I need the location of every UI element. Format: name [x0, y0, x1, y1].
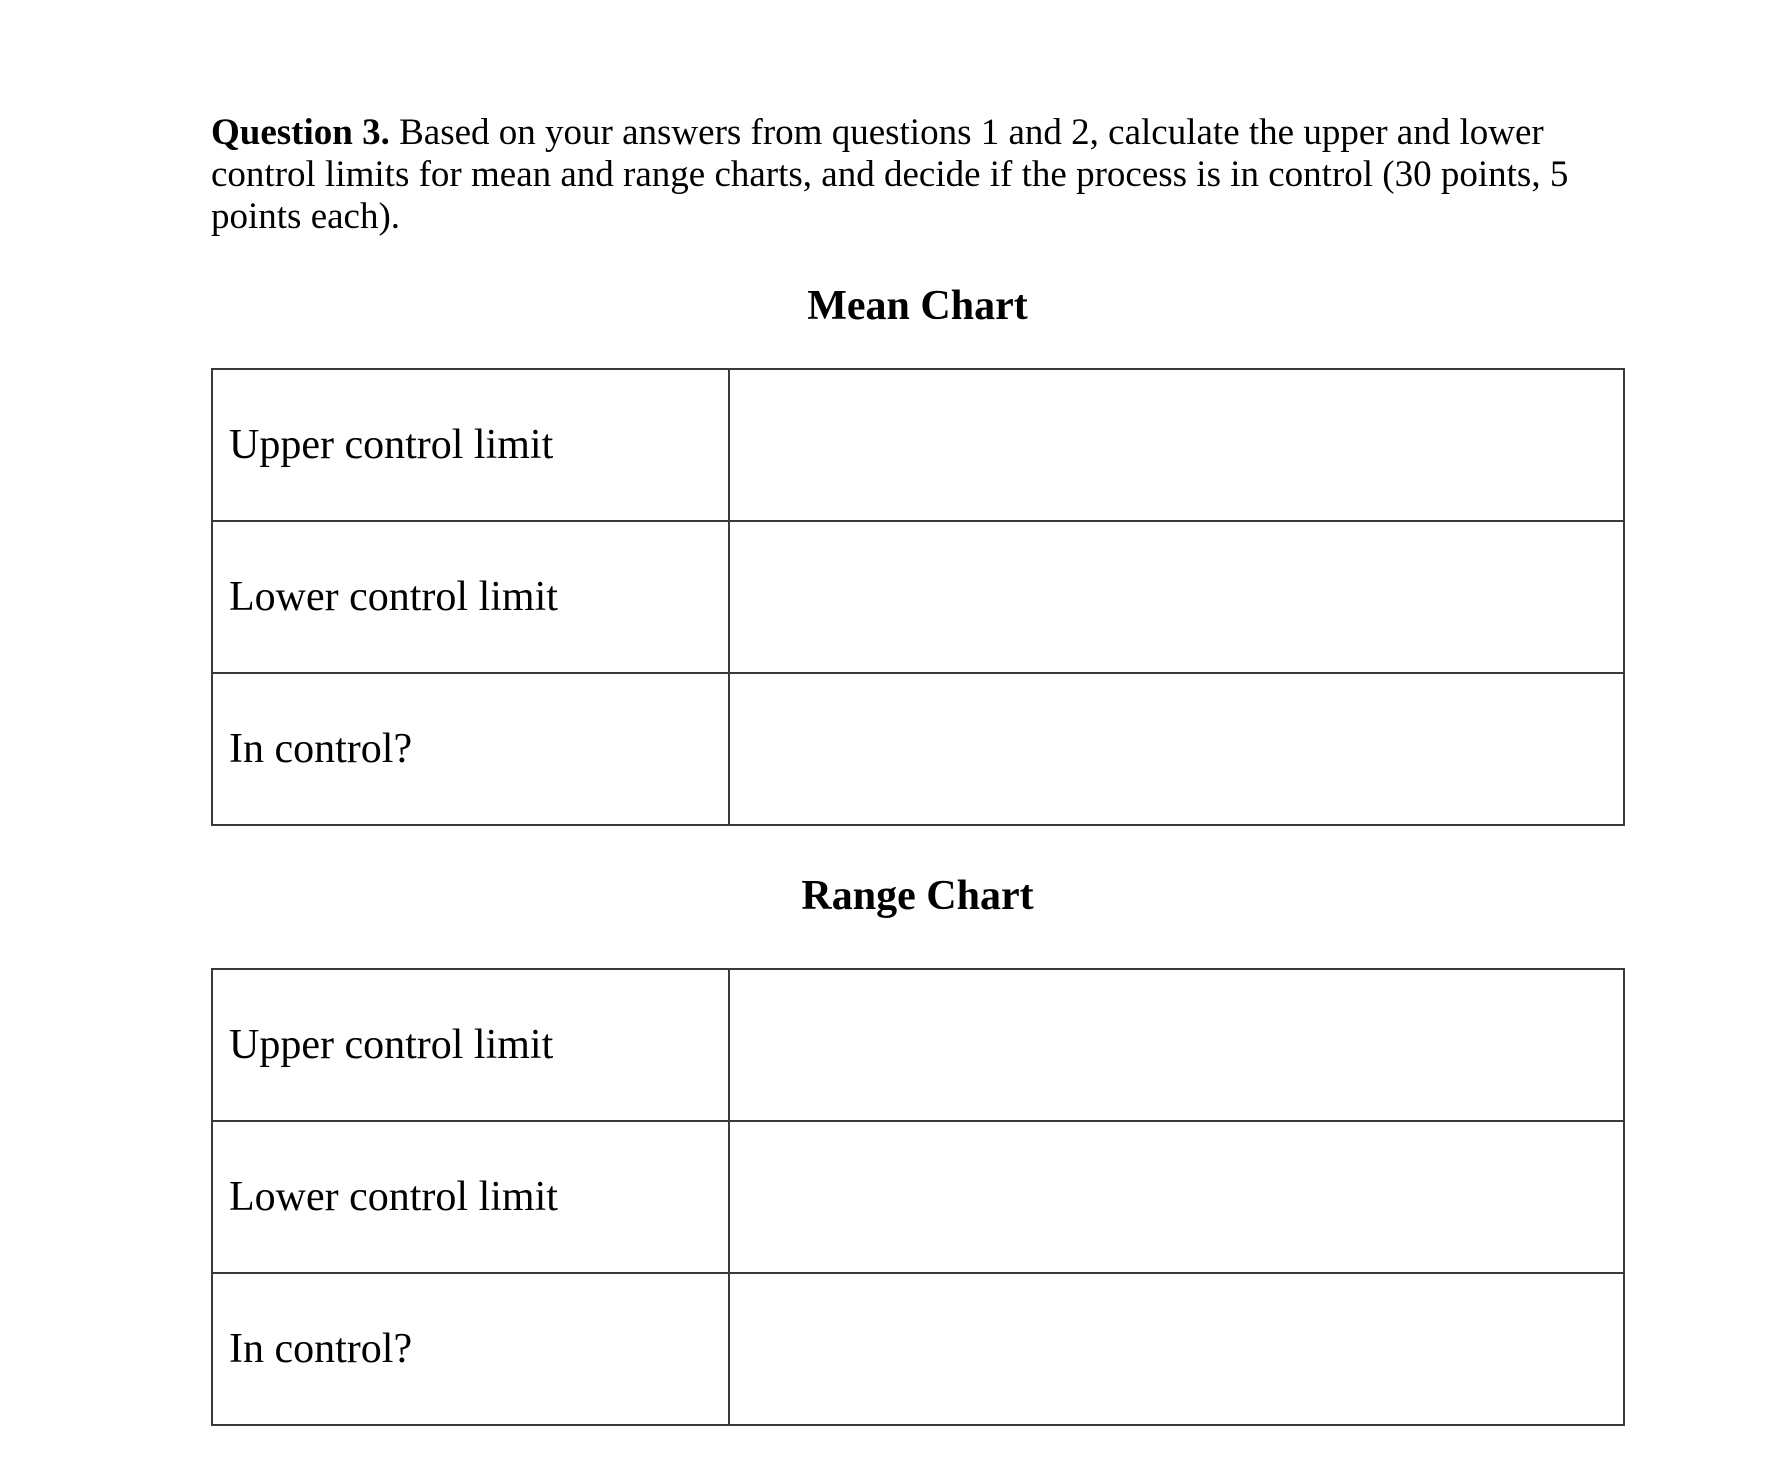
range-upper-control-limit-label: Upper control limit [212, 969, 729, 1121]
mean-lower-control-limit-label: Lower control limit [212, 521, 729, 673]
question-body: Based on your answers from questions 1 and 2, calculate the upper and lower control limits for mean and range charts, and decide if the process is in control (30 points, 5 points each). [211, 112, 1569, 237]
question-text [211, 112, 1591, 238]
range-in-control-label: In control? [212, 1273, 729, 1425]
table-row [212, 369, 1624, 521]
mean-chart-title: Mean Chart [807, 283, 1028, 329]
mean-in-control-label: In control? [212, 673, 729, 825]
mean-upper-control-limit-label: Upper control limit [212, 369, 729, 521]
mean-chart-table [211, 368, 1625, 826]
table-row [212, 521, 1624, 673]
mean-in-control-answer[interactable] [729, 673, 1624, 825]
table-row [212, 969, 1624, 1121]
table-row [212, 673, 1624, 825]
range-lower-control-limit-answer[interactable] [729, 1121, 1624, 1273]
question-label: Question 3. [211, 112, 390, 153]
range-in-control-answer[interactable] [729, 1273, 1624, 1425]
range-chart-table [211, 968, 1625, 1426]
table-row [212, 1121, 1624, 1273]
range-lower-control-limit-label: Lower control limit [212, 1121, 729, 1273]
range-upper-control-limit-answer[interactable] [729, 969, 1624, 1121]
range-chart-title: Range Chart [801, 873, 1034, 919]
mean-upper-control-limit-answer[interactable] [729, 369, 1624, 521]
table-row [212, 1273, 1624, 1425]
mean-lower-control-limit-answer[interactable] [729, 521, 1624, 673]
